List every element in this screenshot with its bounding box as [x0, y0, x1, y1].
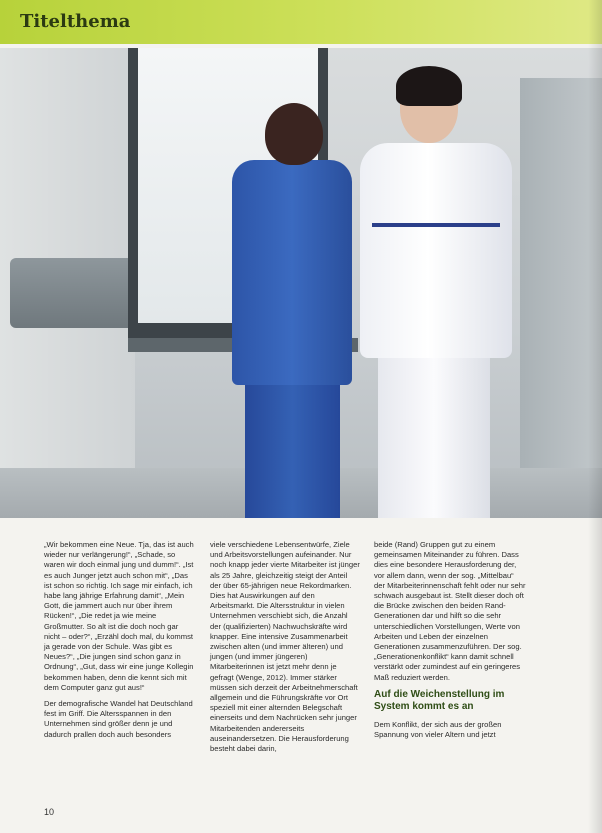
subheading: Auf die Weichenstellung im System kommt es an: [374, 688, 505, 713]
paragraph: Dem Konflikt, der sich aus der großen Spannung von vieler Altern und jetzt: [374, 719, 502, 740]
text-column-1: [44, 540, 196, 746]
photo-handrail: [10, 258, 140, 328]
text-column-2: [210, 540, 360, 760]
paragraph: beide (Rand) Gruppen gut zu einem gemeinsamen Miteinander zu führen. Dass dies eine besondere Herausforderung der, vor allem dann, wenn der sog. „Mittelbau“ der Mitarbeiterinnenschaft fehlt oder nur sehr schwach ausgebaut ist. Stellt dieser doch oft die Brücke zwischen den beiden Rand-Generationen dar und hilft so die sehr unterschiedlichen Vorstellungen, Werte von Arbeiten und Leben der einzelnen Generationen zusammenzuführen. Der sog. „Generationenkonflikt“ kann damit schnell verstärkt oder zumindest auf ein geringeres Maß reduziert werden.: [374, 540, 526, 682]
nurse-white-body: [360, 143, 512, 358]
hero-photo: [0, 48, 602, 518]
nurse-blue-head: [265, 103, 323, 165]
nurse-blue-legs: [245, 378, 340, 518]
nurse-blue-body: [232, 160, 352, 385]
page-number: 10: [44, 807, 55, 817]
section-header-band: [0, 0, 602, 44]
paragraph: Der demografische Wandel hat Deutschland fest im Griff. Die Altersspannen in den Unternehmen sind größer denn je und dadurch prallen doch auch besonders: [44, 699, 193, 739]
page-edge-shadow: [588, 0, 602, 833]
paragraph: „Wir bekommen eine Neue. Tja, das ist auch wieder nur verlängerung!“, „Schade, so waren wir doch einmal jung und dumm!“. „Ist es auch Junger jetzt auch schon mit“, „Das ist schon so richtig. Ich sage mir einfach, ich habe lang jährige Erfahrung damit“, „Mein Gott, die jammert auch nur über ihrem Rücken!“, „Die redet ja wie meine Großmutter. So alt ist die doch noch gar nicht – oder?“, „Erzähl doch mal, du kommst ja gerade von der Schule. Was gibt es Neues?“, „Die jungen sind schon ganz in Ordnung“, „Gut, dass wir eine junge Kollegin bekommen haben, denn die kennt sich mit dem Computer ganz gut aus!“: [44, 540, 194, 692]
paragraph: viele verschiedene Lebensentwürfe, Ziele und Arbeitsvorstellungen aufeinander. Nur noch knapp jeder vierte Mitarbeiter ist jünger als 25 Jahre, gleichzeitig steigt der Anteil der über 65-jährigen neue Rekordmarken. Dies hat Auswirkungen auf den Arbeitsmarkt. Die Altersstruktur in vielen Unternehmen verschiebt sich, die Anzahl der (qualifizierten) Nachwuchskräfte wird knapper. Eine intensive Zusammenarbeit zwischen alten (und immer älteren) und jungen (und immer jüngeren) Mitarbeiterinnen ist jetzt mehr denn je gefragt (Wenge, 2012). Immer stärker müssen sich derzeit der Arbeitnehmerschaft allgemein und die Führungskräfte vor Ort speziell mit einer alternden Belegschaft einerseits und dem Nachrücken sehr junger Mitarbeitenden andererseits auseinandersetzen. Die Herausforderung besteht dabei darin,: [210, 540, 360, 754]
nurse-white-stripe: [372, 223, 500, 227]
section-title: Titelthema: [20, 11, 131, 32]
nurse-white-legs: [378, 353, 490, 518]
text-column-3: [374, 540, 526, 746]
nurse-white-hair: [396, 66, 462, 106]
